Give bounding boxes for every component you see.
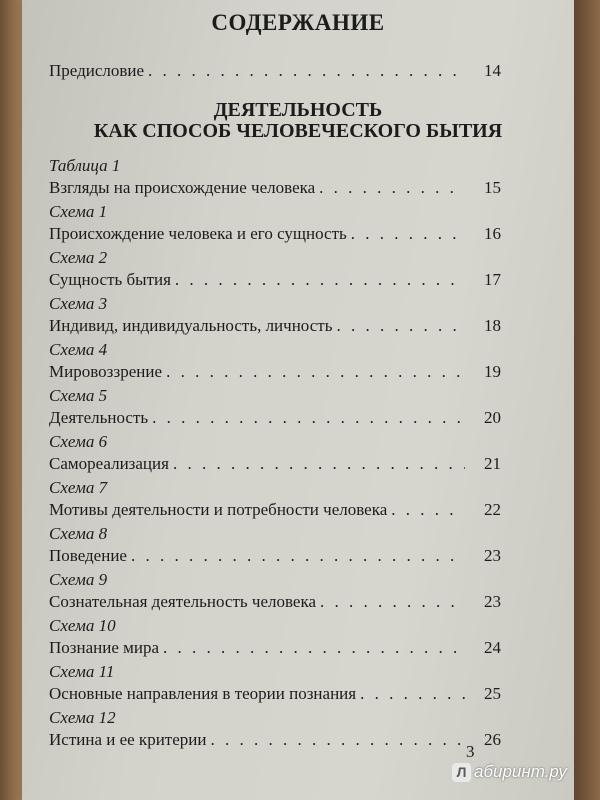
- toc-page-number: 24: [484, 638, 501, 657]
- toc-leader-dots: [210, 729, 465, 751]
- toc-entry-label: Схема 4: [49, 340, 108, 359]
- toc-entry: [49, 293, 501, 337]
- section-heading-line-1: ДЕЯТЕЛЬНОСТЬ: [213, 99, 383, 121]
- toc-page-number: 19: [484, 362, 501, 381]
- toc-entry-text: Индивид, индивидуальность, личность: [49, 316, 333, 335]
- toc-page-number: 14: [484, 61, 501, 80]
- toc-page-number: 25: [484, 684, 501, 703]
- toc-leader-dots: [319, 177, 465, 199]
- section-heading: [22, 100, 574, 142]
- toc-leader-dots: [175, 269, 465, 291]
- toc-page-number: 16: [484, 224, 501, 243]
- toc-entry-label: Схема 2: [49, 248, 108, 267]
- toc-entry-label: Схема 12: [49, 708, 116, 727]
- toc-page-number: 22: [484, 500, 501, 519]
- toc-leader-dots: [166, 361, 465, 383]
- toc-page-number: 21: [484, 454, 501, 473]
- page-title: СОДЕРЖАНИЕ: [211, 10, 385, 35]
- toc-entry-label: Схема 8: [49, 524, 108, 543]
- toc-entry: [49, 155, 501, 199]
- toc-preface: [49, 60, 501, 82]
- toc-page-number: 26: [484, 730, 501, 749]
- toc-page-number: 17: [484, 270, 501, 289]
- toc-entry: [49, 339, 501, 383]
- toc-entry-text: Познание мира: [49, 638, 160, 657]
- toc-page-number: 18: [484, 316, 501, 335]
- toc-leader-dots: [163, 637, 465, 659]
- toc-leader-dots: [131, 545, 465, 567]
- toc-entry-label: Схема 11: [49, 662, 115, 681]
- toc-entry-label: Схема 7: [49, 478, 108, 497]
- book-spine: [0, 0, 22, 800]
- toc-entry-text: Взгляды на происхождение человека: [49, 178, 316, 197]
- toc-entry: [49, 431, 501, 475]
- toc-leader-dots: [391, 499, 465, 521]
- toc-entry: [49, 523, 501, 567]
- toc-entry-label: Схема 6: [49, 432, 108, 451]
- toc-entry-text: Деятельность: [49, 408, 149, 427]
- toc-entry-label: Таблица 1: [49, 156, 121, 175]
- watermark-text: абиринт.ру: [474, 762, 567, 781]
- toc-entry: [49, 615, 501, 659]
- toc-entry: [49, 707, 501, 751]
- toc-entry-label: Схема 5: [49, 386, 108, 405]
- book-page-edge: [574, 0, 600, 800]
- toc-entry: [49, 569, 501, 613]
- toc-entry-text: Происхождение человека и его сущность: [49, 224, 347, 243]
- toc-entry-text: Мировоззрение: [49, 362, 163, 381]
- toc-entry-label: Схема 9: [49, 570, 108, 589]
- toc-leader-dots: [320, 591, 465, 613]
- toc-leader-dots: [148, 60, 465, 82]
- toc-leader-dots: [336, 315, 465, 337]
- toc-entry: [49, 247, 501, 291]
- labirint-watermark: [452, 762, 567, 782]
- toc-entry-text: Сущность бытия: [49, 270, 171, 289]
- toc-entry-label: Схема 1: [49, 202, 108, 221]
- folio-page-number: 3: [466, 742, 475, 761]
- labirint-logo-icon: Л: [452, 763, 471, 782]
- toc-entry-text: Самореализация: [49, 454, 169, 473]
- toc-leader-dots: [360, 683, 465, 705]
- toc-page-number: 20: [484, 408, 501, 427]
- toc-entry-text: Поведение: [49, 546, 127, 565]
- toc-entry: [49, 477, 501, 521]
- toc-entry-label: Схема 3: [49, 294, 108, 313]
- toc-entry: [49, 385, 501, 429]
- toc-entry: [49, 661, 501, 705]
- toc-leader-dots: [152, 407, 465, 429]
- toc-page-number: 23: [484, 546, 501, 565]
- toc-leader-dots: [173, 453, 465, 475]
- toc-entry-label: Схема 10: [49, 616, 116, 635]
- section-heading-line-2: КАК СПОСОБ ЧЕЛОВЕЧЕСКОГО БЫТИЯ: [93, 120, 503, 142]
- toc-leader-dots: [351, 223, 465, 245]
- toc-page-number: 23: [484, 592, 501, 611]
- toc-entry-text: Предисловие: [49, 61, 145, 80]
- toc-entry: [49, 201, 501, 245]
- toc-entry-text: Мотивы деятельности и потребности человека: [49, 500, 388, 519]
- toc-page-number: 15: [484, 178, 501, 197]
- toc-entry-text: Основные направления в теории познания: [49, 684, 357, 703]
- toc-entry-text: Истина и ее критерии: [49, 730, 207, 749]
- toc-entry-text: Сознательная деятельность человека: [49, 592, 317, 611]
